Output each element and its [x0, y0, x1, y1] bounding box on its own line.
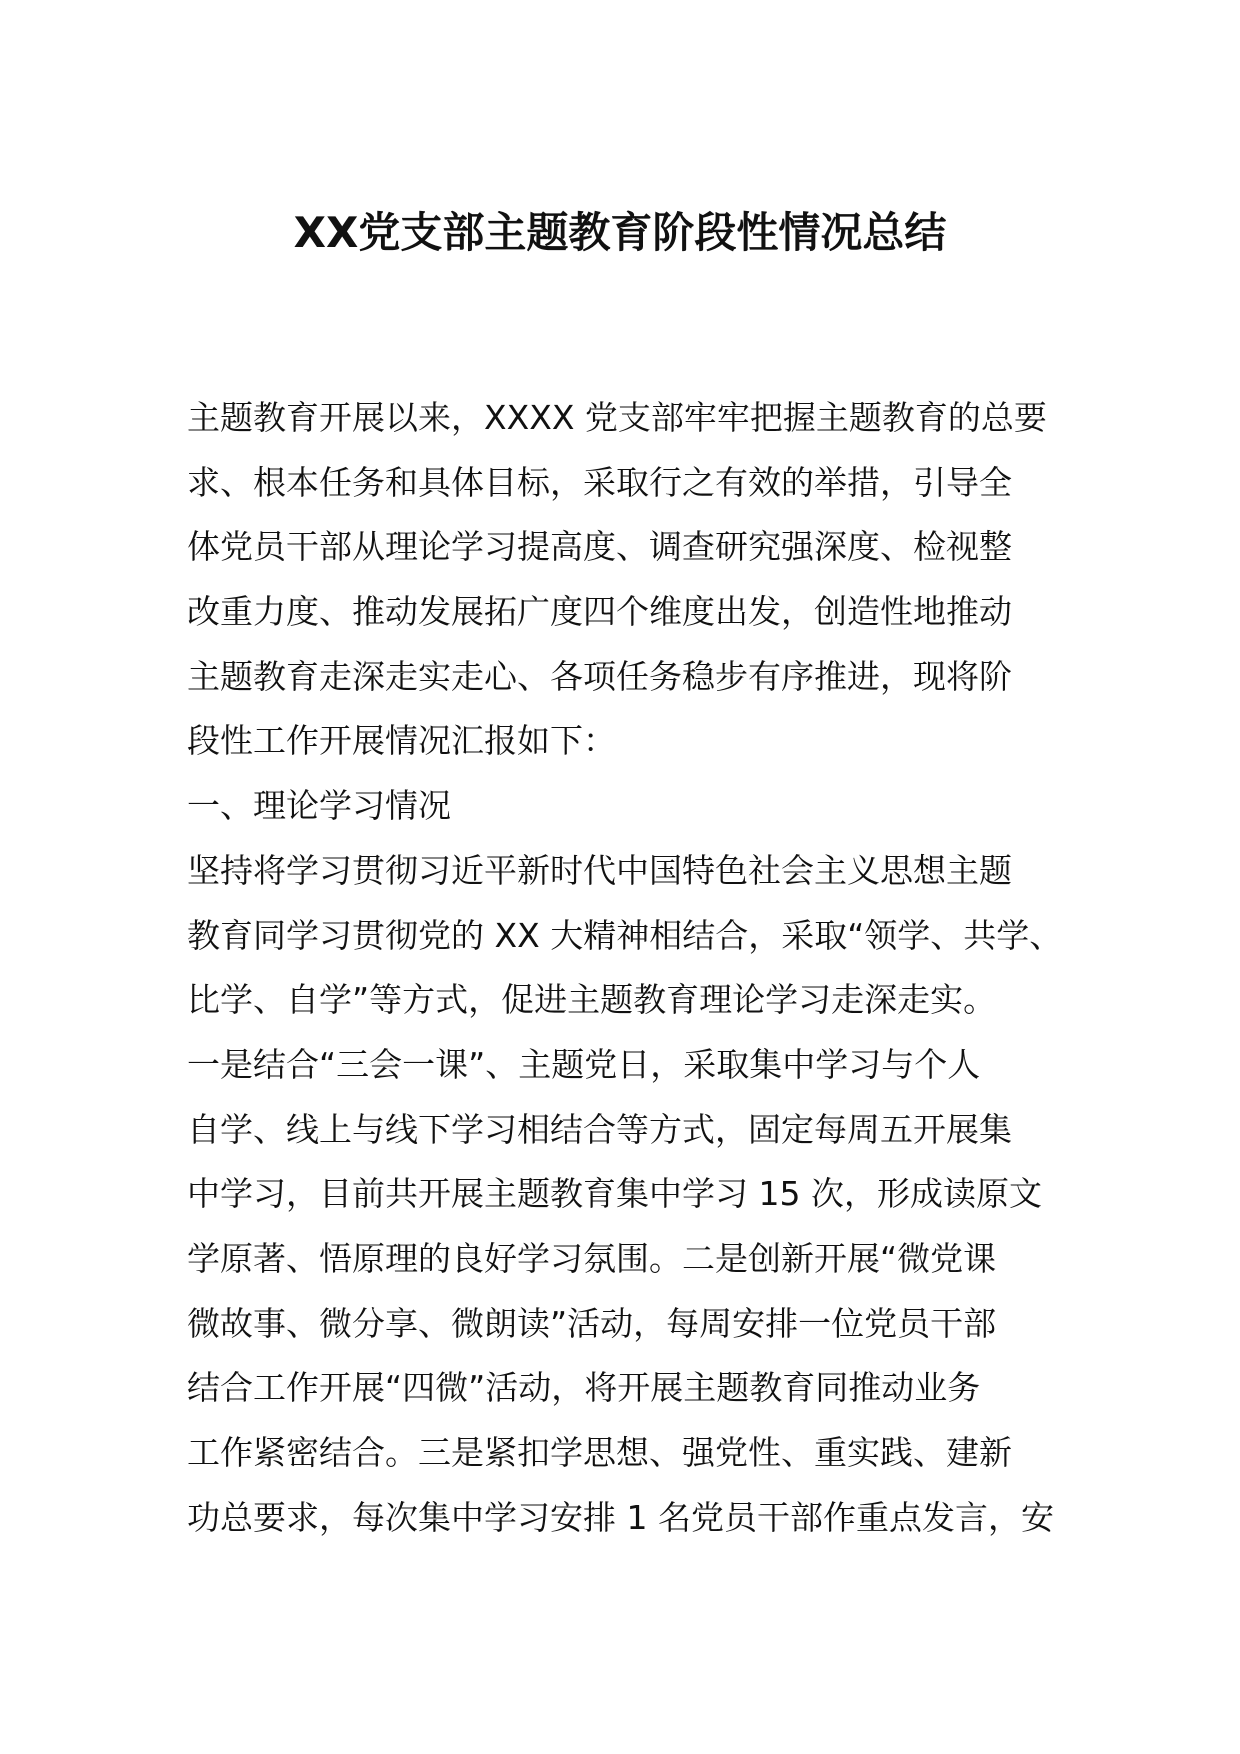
body-line: 结合工作开展“四微”活动，将开展主题教育同推动业务	[187, 1368, 981, 1408]
body-line: 主题教育开展以来，XXXX 党支部牢牢把握主题教育的总要	[187, 398, 1047, 437]
body-line: 功总要求，每次集中学习安排 1 名党员干部作重点发言，安	[187, 1497, 1054, 1537]
body-line: 段性工作开展情况汇报如下：	[187, 721, 616, 761]
body-line: 体党员干部从理论学习提高度、调查研究强深度、检视整	[187, 527, 1012, 567]
body-line: 一是结合“三会一课”、主题党日，采取集中学习与个人	[187, 1044, 981, 1084]
body-line: 求、根本任务和具体目标，采取行之有效的举措，引导全	[187, 462, 1012, 502]
body-line: 教育同学习贯彻党的 XX 大精神相结合，采取“领学、共学、	[187, 915, 1063, 955]
body-line: 比学、自学”等方式，促进主题教育理论学习走深走实。	[187, 980, 997, 1020]
body-line: 工作紧密结合。三是紧扣学思想、强党性、重实践、建新	[187, 1433, 1012, 1472]
section-heading: 一、理论学习情况	[187, 786, 451, 826]
document-body	[187, 386, 1067, 1550]
body-line: 改重力度、推动发展拓广度四个维度出发，创造性地推动	[187, 592, 1012, 632]
body-line: 微故事、微分享、微朗读”活动，每周安排一位党员干部	[187, 1303, 997, 1343]
document-title: XX党支部主题教育阶段性情况总结	[293, 208, 947, 257]
body-line: 自学、线上与线下学习相结合等方式，固定每周五开展集	[187, 1109, 1012, 1149]
body-line: 学原著、悟原理的良好学习氛围。二是创新开展“微党课	[187, 1238, 997, 1278]
body-line: 中学习，目前共开展主题教育集中学习 15 次，形成读原文	[187, 1174, 1042, 1214]
body-line: 主题教育走深走实走心、各项任务稳步有序推进，现将阶	[187, 656, 1012, 696]
body-line: 坚持将学习贯彻习近平新时代中国特色社会主义思想主题	[187, 850, 1012, 890]
